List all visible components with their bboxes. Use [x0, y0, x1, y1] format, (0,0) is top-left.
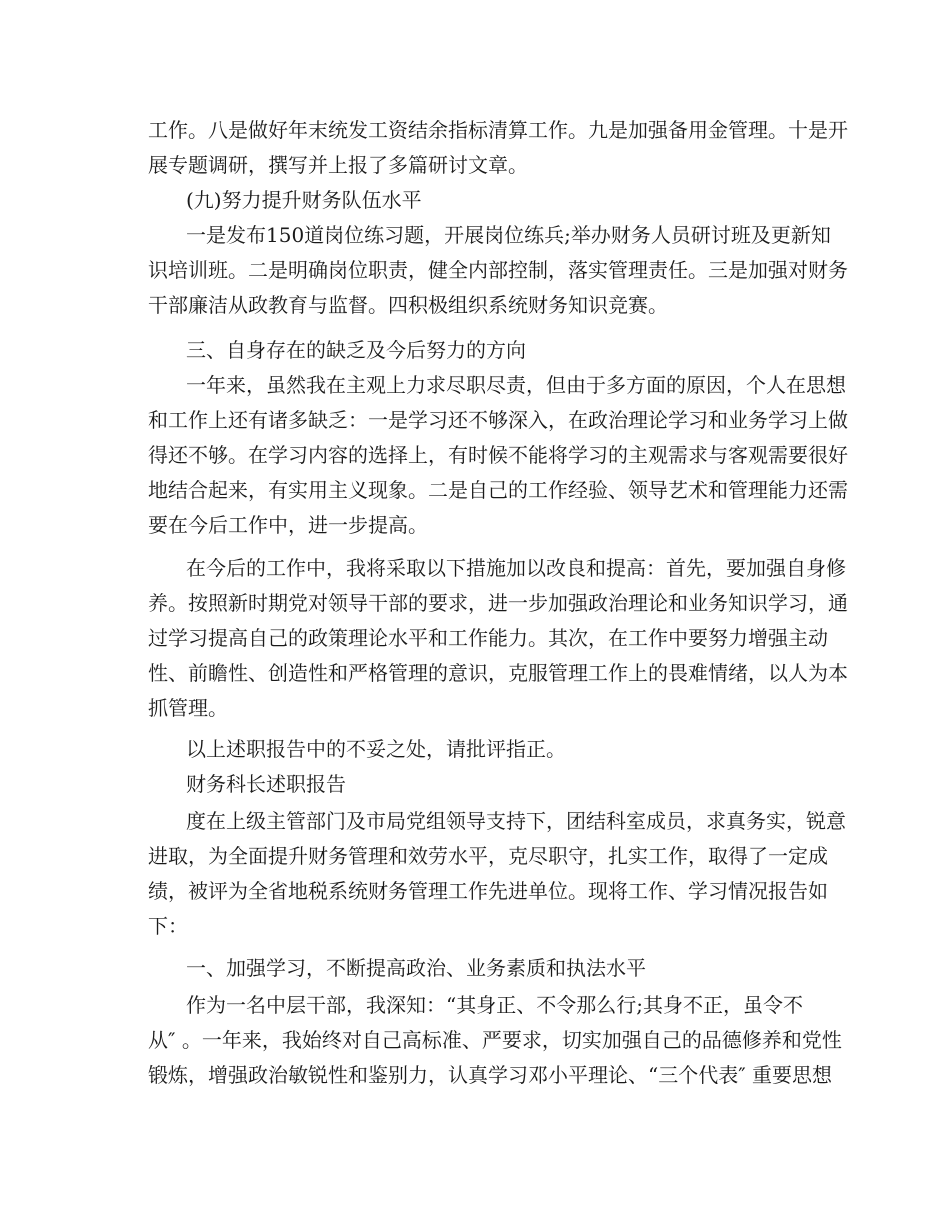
- text-line: 度在上级主管部门及市局党组领导支持下，团结科室成员，求真务实，锐意: [186, 809, 846, 833]
- text-line: 抓管理。: [148, 696, 228, 720]
- text-line: 一是发布150道岗位练习题，开展岗位练兵;举办财务人员研讨班及更新知: [186, 223, 831, 247]
- text-line: 锻炼，增强政治敏锐性和鉴别力，认真学习邓小平理论、“三个代表″ 重要思想: [148, 1063, 833, 1087]
- section-heading: 一、加强学习，不断提高政治、业务素质和执法水平: [186, 956, 646, 980]
- text-line: 得还不够。在学习内容的选择上，有时候不能将学习的主观需求与客观需要很好: [148, 443, 848, 467]
- text-line: 在今后的工作中，我将采取以下措施加以改良和提高：首先，要加强自身修: [186, 556, 846, 580]
- text-line: 和工作上还有诸多缺乏：一是学习还不够深入，在政治理论学习和业务学习上做: [148, 408, 848, 432]
- text-line: 要在今后工作中，进一步提高。: [148, 513, 428, 537]
- text-line: 工作。八是做好年末统发工资结余指标清算工作。九是加强备用金管理。十是开: [148, 118, 848, 142]
- text-line: 以上述职报告中的不妥之处，请批评指正。: [186, 737, 566, 761]
- section-heading: (九)努力提升财务队伍水平: [186, 188, 422, 212]
- text-line: 养。按照新时期党对领导干部的要求，进一步加强政治理论和业务知识学习，通: [148, 591, 848, 615]
- text-line: 作为一名中层干部，我深知：“其身正、不令那么行;其身不正，虽令不: [186, 993, 803, 1017]
- text-line: 一年来，虽然我在主观上力求尽职尽责，但由于多方面的原因，个人在思想: [186, 373, 846, 397]
- text-line: 干部廉洁从政教育与监督。四积极组织系统财务知识竞赛。: [148, 293, 668, 317]
- text-line: 地结合起来，有实用主义现象。二是自己的工作经验、领导艺术和管理能力还需: [148, 478, 848, 502]
- text-line: 进取，为全面提升财务管理和效劳水平，克尽职守，扎实工作，取得了一定成: [148, 844, 828, 868]
- text-line: 性、前瞻性、创造性和严格管理的意识，克服管理工作上的畏难情绪，以人为本: [148, 661, 848, 685]
- text-line: 过学习提高自己的政策理论水平和工作能力。其次，在工作中要努力增强主动: [148, 626, 828, 650]
- section-heading: 三、自身存在的缺乏及今后努力的方向: [186, 338, 526, 362]
- text-line: 展专题调研，撰写并上报了多篇研讨文章。: [148, 153, 528, 177]
- text-line: 识培训班。二是明确岗位职责，健全内部控制，落实管理责任。三是加强对财务: [148, 258, 848, 282]
- text-line: 绩，被评为全省地税系统财务管理工作先进单位。现将工作、学习情况报告如: [148, 879, 828, 903]
- report-title: 财务科长述职报告: [186, 772, 346, 796]
- text-line: 从″ 。一年来，我始终对自己高标准、严要求，切实加强自己的品德修养和党性: [148, 1028, 842, 1052]
- text-line: 下：: [148, 914, 188, 938]
